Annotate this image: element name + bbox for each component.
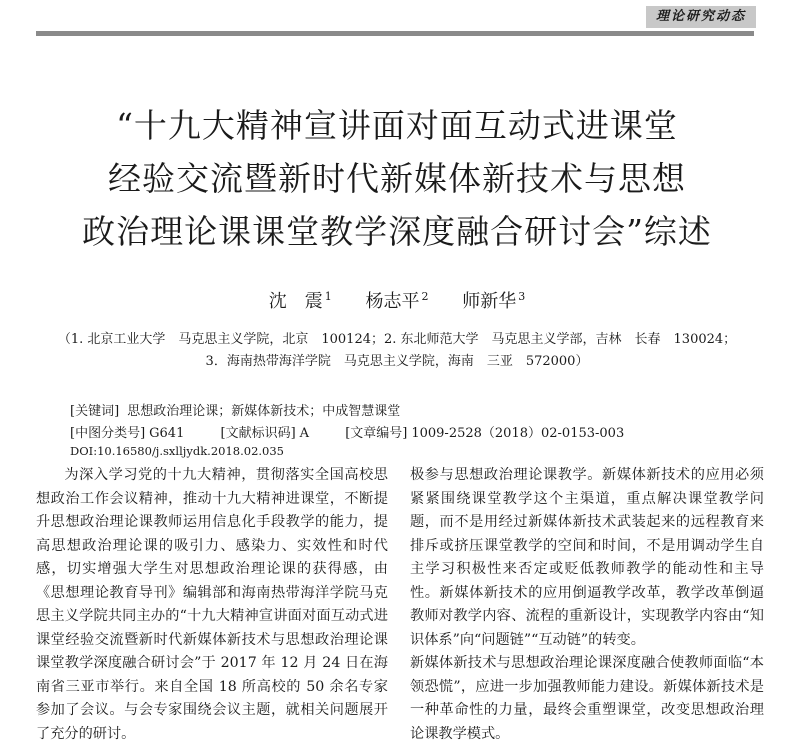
body-right-column [410,464,764,746]
author-name: 沈 震 [268,291,323,312]
title-line-3: 政治理论课课堂教学深度融合研讨会”综述 [82,212,712,251]
author-name: 杨志平 [365,291,420,312]
classification-row [70,422,628,441]
body-paragraph: 极参与思想政治理论课教学。新媒体新技术的应用必须紧紧围绕课堂教学这个主渠道，重点解决课堂教学问题，而不是用经过新媒体新技术武装起来的远程教育来排斥或挤压课堂教学的空间和时间，不是用调动学生自主学习积极性来否定或贬低教师教学的能动性和主导性。新媒体新技术的应用倒逼教学改革，教学改革倒逼教师对教学内容、流程的重新设计，实现教学内容由“知识体系”向“问题链”“互动链”的转变。 [410,467,764,648]
body-paragraph: 新媒体新技术与思想政治理论课深度融合使教师面临“本领恐慌”，应进一步加强教师能力建设。新媒体新技术是一种革命性的力量，最终会重塑课堂，改变思想政治理论课教学模式。 [410,655,764,742]
body-paragraph: 为深入学习党的十九大精神，贯彻落实全国高校思想政治工作会议精神，推动十九大精神进课堂，不断提升思想政治理论课教师运用信息化手段教学的能力，提高思想政治理论课的吸引力、感染力、实效性和时代感，切实增强大学生对思想政治理论课的获得感，由《思想理论教育导刊》编辑部和海南热带海洋学院马克思主义学院共同主办的“十九大精神宣讲面对面互动式进课堂经验交流暨新时代新媒体新技术与思想政治理论课课堂教学深度融合研讨会”于 2017 年 12 月 24 日在海南省三亚市举行。来自全国 18 所高校的 50 余名专家参加了会议。与会专家围绕会议主题，就相关问题展开了充分的研讨。 [36,467,388,742]
author [366,291,429,312]
author-affiliation-mark: 2 [421,290,429,303]
affiliation-line-2: 3．海南热带海洋学院 马克思主义学院，海南 三亚 572000） [205,354,589,369]
doi: DOI:10.16580/j.sxlljydk.2018.02.035 [70,444,284,458]
article-no-label: [文章编号] [345,426,408,441]
affiliation-line-1: （1. 北京工业大学 马克思主义学院，北京 100124；2. 东北师范大学 马克思主义学部，吉林 长春 130024； [57,332,737,347]
doc-code-value: A [299,426,310,441]
section-tag: 理论研究动态 [646,6,756,28]
title-line-2: 经验交流暨新时代新媒体新技术与思想 [108,159,686,198]
author-name: 师新华 [462,291,517,312]
keywords-value: 思想政治理论课；新媒体新技术；中成智慧课堂 [127,404,401,419]
body-left-column [36,464,388,746]
author [462,291,525,312]
keywords-label: [关键词] [70,404,120,419]
clc-label: [中图分类号] [70,426,146,441]
header-rule [36,31,754,36]
keywords-row [70,400,404,419]
author-affiliation-mark: 1 [324,290,332,303]
article-no-value: 1009-2528（2018）02-0153-003 [411,426,625,441]
author-list [0,287,794,313]
title-line-1: “十九大精神宣讲面对面互动式进课堂 [116,106,678,145]
doc-code-label: [文献标识码] [220,426,296,441]
author-affiliation-mark: 3 [518,290,526,303]
author [269,291,332,312]
clc-value: G641 [149,426,185,441]
